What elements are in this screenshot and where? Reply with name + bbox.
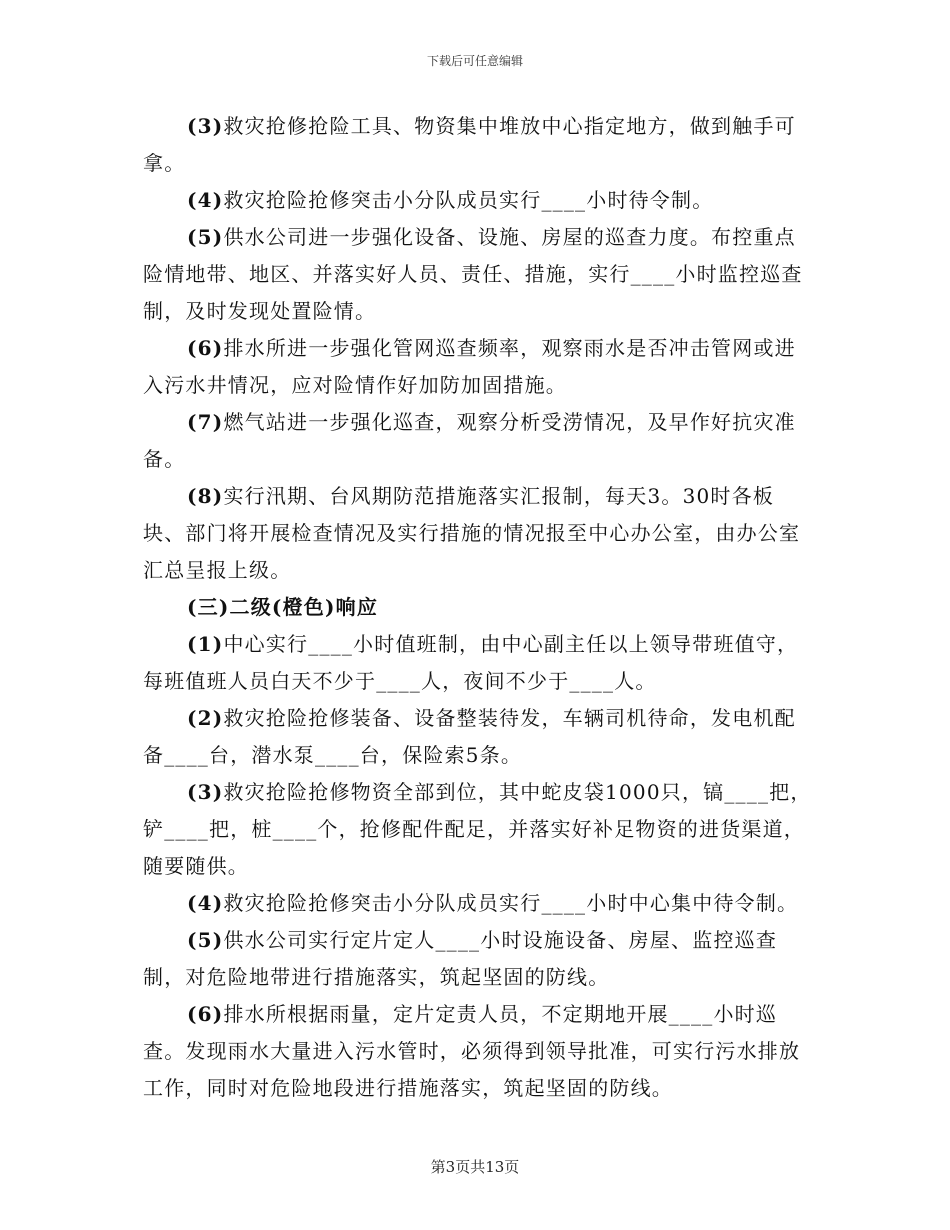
- paragraph: [143, 774, 813, 885]
- paragraph: [143, 626, 813, 700]
- paragraph-text: 救灾抢险抢修装备、设备整装待发，车辆司机待命，发电机配备____台，潜水泵____台，保险索5条。: [143, 706, 796, 767]
- paragraph-text: 中心实行____小时值班制，由中心副主任以上领导带班值守，每班值班人员白天不少于____人，夜间不少于____人。: [143, 632, 799, 693]
- item-number: (7): [187, 410, 224, 434]
- paragraph: [143, 404, 813, 478]
- item-number: (5): [187, 225, 224, 249]
- item-number: (3): [187, 114, 224, 138]
- paragraph-text: 救灾抢险抢修突击小分队成员实行____小时中心集中待令制。: [223, 891, 799, 915]
- heading-text: 二级(橙色)响应: [229, 595, 379, 619]
- paragraph-text: 救灾抢险抢修突击小分队成员实行____小时待令制。: [223, 188, 714, 212]
- paragraph-text: 供水公司实行定片定人____小时设施设备、房屋、监控巡查制，对危险地带进行措施落实，筑起坚固的防线。: [143, 928, 778, 989]
- item-number: (2): [187, 706, 224, 730]
- item-number: (三): [187, 595, 230, 619]
- item-number: (4): [187, 891, 224, 915]
- paragraph-text: 燃气站进一步强化巡查，观察分析受涝情况，及早作好抗灾准备。: [143, 410, 796, 471]
- page-header: 下载后可任意编辑: [426, 54, 523, 68]
- item-number: (8): [187, 484, 224, 508]
- paragraph-text: 实行汛期、台风期防范措施落实汇报制，每天3。30时各板块、部门将开展检查情况及实行措施的情况报至中心办公室，由办公室汇总呈报上级。: [143, 484, 801, 582]
- paragraph: [143, 922, 813, 996]
- item-number: (4): [187, 188, 224, 212]
- paragraph: [143, 996, 813, 1107]
- paragraph-text: 排水所根据雨量，定片定责人员，不定期地开展____小时巡查。发现雨水大量进入污水管时，必须得到领导批准，可实行污水排放工作，同时对危险地段进行措施落实，筑起坚固的防线。: [143, 1002, 801, 1100]
- paragraph: [143, 478, 813, 589]
- paragraph: [143, 108, 813, 182]
- paragraph: [143, 330, 813, 404]
- document-body: [143, 108, 813, 1107]
- paragraph: [143, 700, 813, 774]
- section-heading: [143, 589, 813, 626]
- item-number: (3): [187, 780, 224, 804]
- page-footer: 第3页共13页: [430, 1158, 520, 1176]
- item-number: (6): [187, 336, 224, 360]
- paragraph-text: 救灾抢修抢险工具、物资集中堆放中心指定地方，做到触手可拿。: [143, 114, 796, 175]
- paragraph: [143, 219, 813, 330]
- paragraph-text: 救灾抢险抢修物资全部到位，其中蛇皮袋1000只，镐____把，铲____把，桩____个，抢修配件配足，并落实好补足物资的进货渠道，随要随供。: [143, 780, 812, 878]
- paragraph-text: 排水所进一步强化管网巡查频率，观察雨水是否冲击管网或进入污水井情况，应对险情作好加防加固措施。: [143, 336, 796, 397]
- paragraph-text: 供水公司进一步强化设备、设施、房屋的巡查力度。布控重点险情地带、地区、并落实好人员、责任、措施，实行____小时监控巡查制，及时发现处置险情。: [143, 225, 803, 323]
- item-number: (5): [187, 928, 224, 952]
- paragraph: [143, 182, 813, 219]
- item-number: (1): [187, 632, 224, 656]
- paragraph: [143, 885, 813, 922]
- item-number: (6): [187, 1002, 224, 1026]
